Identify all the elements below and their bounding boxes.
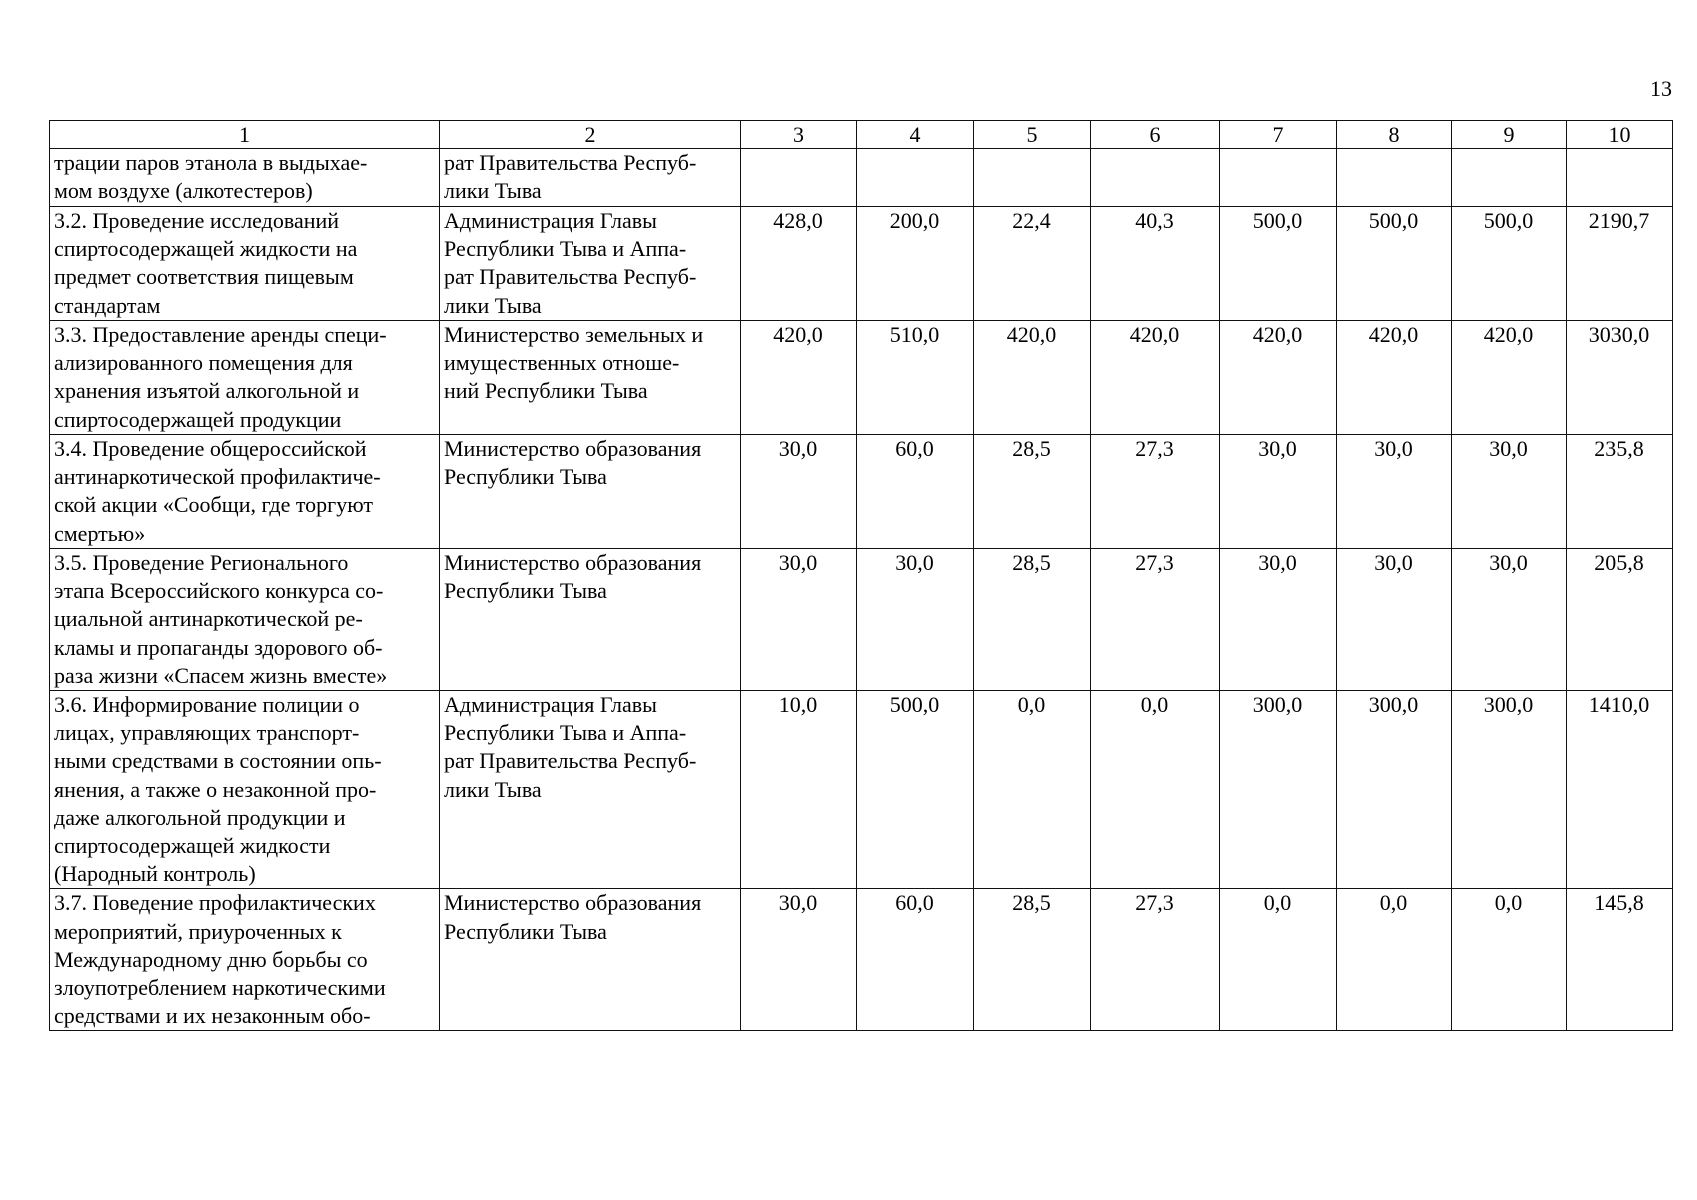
value-cell-col-6: 27,3 [1091, 435, 1220, 549]
executor-cell: Администрация Главы Республики Тыва и Аппа- рат Правительства Респуб- лики Тыва [440, 691, 741, 889]
value-cell-col-7: 420,0 [1220, 321, 1337, 435]
value-cell-col-4: 60,0 [857, 889, 974, 1031]
value-cell-col-6: 0,0 [1091, 691, 1220, 889]
value-cell-col-5: 28,5 [974, 889, 1091, 1031]
value-cell-col-4: 60,0 [857, 435, 974, 549]
event-cell: трации паров этанола в выдыхае- мом воздухе (алкотестеров) [50, 149, 440, 207]
value-cell-col-6: 420,0 [1091, 321, 1220, 435]
value-cell-col-5: 28,5 [974, 435, 1091, 549]
event-cell: 3.6. Информирование полиции о лицах, управляющих транспорт- ными средствами в состоянии опь- янения, а также о незаконной про- даже алкогольной продукции и спиртосодержащей жидкости (Народный контроль) [50, 691, 440, 889]
value-cell-col-10-total: 205,8 [1567, 549, 1673, 691]
value-cell-col-10-total: 2190,7 [1567, 207, 1673, 321]
value-cell-col-9: 420,0 [1452, 321, 1567, 435]
event-cell: 3.2. Проведение исследований спиртосодержащей жидкости на предмет соответствия пищевым стандартам [50, 207, 440, 321]
value-cell-col-4: 510,0 [857, 321, 974, 435]
page-number: 13 [1650, 76, 1672, 101]
table-row [50, 321, 1673, 435]
value-cell-col-9: 30,0 [1452, 435, 1567, 549]
value-cell-col-8: 0,0 [1337, 889, 1452, 1031]
column-header-1: 1 [50, 121, 440, 149]
value-cell-col-6: 27,3 [1091, 889, 1220, 1031]
column-header-9: 9 [1452, 121, 1567, 149]
executor-cell: рат Правительства Респуб- лики Тыва [440, 149, 741, 207]
value-cell-col-9: 300,0 [1452, 691, 1567, 889]
table-row [50, 207, 1673, 321]
table-row [50, 889, 1673, 1031]
column-header-5: 5 [974, 121, 1091, 149]
value-cell-col-8: 30,0 [1337, 435, 1452, 549]
executor-cell: Администрация Главы Республики Тыва и Аппа- рат Правительства Респуб- лики Тыва [440, 207, 741, 321]
value-cell-col-10-total: 1410,0 [1567, 691, 1673, 889]
value-cell-col-7: 300,0 [1220, 691, 1337, 889]
value-cell-col-3: 420,0 [741, 321, 857, 435]
column-header-6: 6 [1091, 121, 1220, 149]
value-cell-col-6: 27,3 [1091, 549, 1220, 691]
value-cell-col-4: 30,0 [857, 549, 974, 691]
value-cell-col-8: 30,0 [1337, 549, 1452, 691]
executor-cell: Министерство образования Республики Тыва [440, 889, 741, 1031]
value-cell-col-7: 30,0 [1220, 435, 1337, 549]
value-cell-col-3: 30,0 [741, 435, 857, 549]
executor-cell: Министерство образования Республики Тыва [440, 549, 741, 691]
value-cell-col-7 [1220, 149, 1337, 207]
table-row [50, 691, 1673, 889]
value-cell-col-3: 30,0 [741, 889, 857, 1031]
value-cell-col-5: 0,0 [974, 691, 1091, 889]
event-cell: 3.7. Поведение профилактических мероприятий, приуроченных к Международному дню борьбы со злоупотреблением наркотическими средствами и их незаконным обо- [50, 889, 440, 1031]
column-header-7: 7 [1220, 121, 1337, 149]
value-cell-col-7: 500,0 [1220, 207, 1337, 321]
column-header-4: 4 [857, 121, 974, 149]
column-header-8: 8 [1337, 121, 1452, 149]
value-cell-col-8: 420,0 [1337, 321, 1452, 435]
value-cell-col-8: 300,0 [1337, 691, 1452, 889]
value-cell-col-5: 420,0 [974, 321, 1091, 435]
value-cell-col-7: 30,0 [1220, 549, 1337, 691]
value-cell-col-3: 30,0 [741, 549, 857, 691]
value-cell-col-10-total: 145,8 [1567, 889, 1673, 1031]
event-cell: 3.4. Проведение общероссийской антинаркотической профилактиче- ской акции «Сообщи, где торгуют смертью» [50, 435, 440, 549]
column-header-10: 10 [1567, 121, 1673, 149]
column-header-2: 2 [440, 121, 741, 149]
value-cell-col-3 [741, 149, 857, 207]
value-cell-col-10-total [1567, 149, 1673, 207]
value-cell-col-6 [1091, 149, 1220, 207]
value-cell-col-4: 500,0 [857, 691, 974, 889]
value-cell-col-4: 200,0 [857, 207, 974, 321]
column-header-3: 3 [741, 121, 857, 149]
value-cell-col-9 [1452, 149, 1567, 207]
executor-cell: Министерство образования Республики Тыва [440, 435, 741, 549]
value-cell-col-4 [857, 149, 974, 207]
value-cell-col-8 [1337, 149, 1452, 207]
value-cell-col-5: 22,4 [974, 207, 1091, 321]
program-funding-table [49, 120, 1673, 1031]
table-row [50, 549, 1673, 691]
value-cell-col-3: 428,0 [741, 207, 857, 321]
value-cell-col-5: 28,5 [974, 549, 1091, 691]
value-cell-col-3: 10,0 [741, 691, 857, 889]
value-cell-col-7: 0,0 [1220, 889, 1337, 1031]
value-cell-col-6: 40,3 [1091, 207, 1220, 321]
table-row [50, 149, 1673, 207]
value-cell-col-9: 30,0 [1452, 549, 1567, 691]
value-cell-col-8: 500,0 [1337, 207, 1452, 321]
column-number-header-row [50, 121, 1673, 149]
value-cell-col-10-total: 3030,0 [1567, 321, 1673, 435]
executor-cell: Министерство земельных и имущественных отноше- ний Республики Тыва [440, 321, 741, 435]
value-cell-col-5 [974, 149, 1091, 207]
event-cell: 3.5. Проведение Регионального этапа Всероссийского конкурса со- циальной антинаркотической ре- кламы и пропаганды здорового об- раза жизни «Спасем жизнь вместе» [50, 549, 440, 691]
value-cell-col-10-total: 235,8 [1567, 435, 1673, 549]
event-cell: 3.3. Предоставление аренды специ- ализированного помещения для хранения изъятой алкогольной и спиртосодержащей продукции [50, 321, 440, 435]
value-cell-col-9: 500,0 [1452, 207, 1567, 321]
table-row [50, 435, 1673, 549]
value-cell-col-9: 0,0 [1452, 889, 1567, 1031]
